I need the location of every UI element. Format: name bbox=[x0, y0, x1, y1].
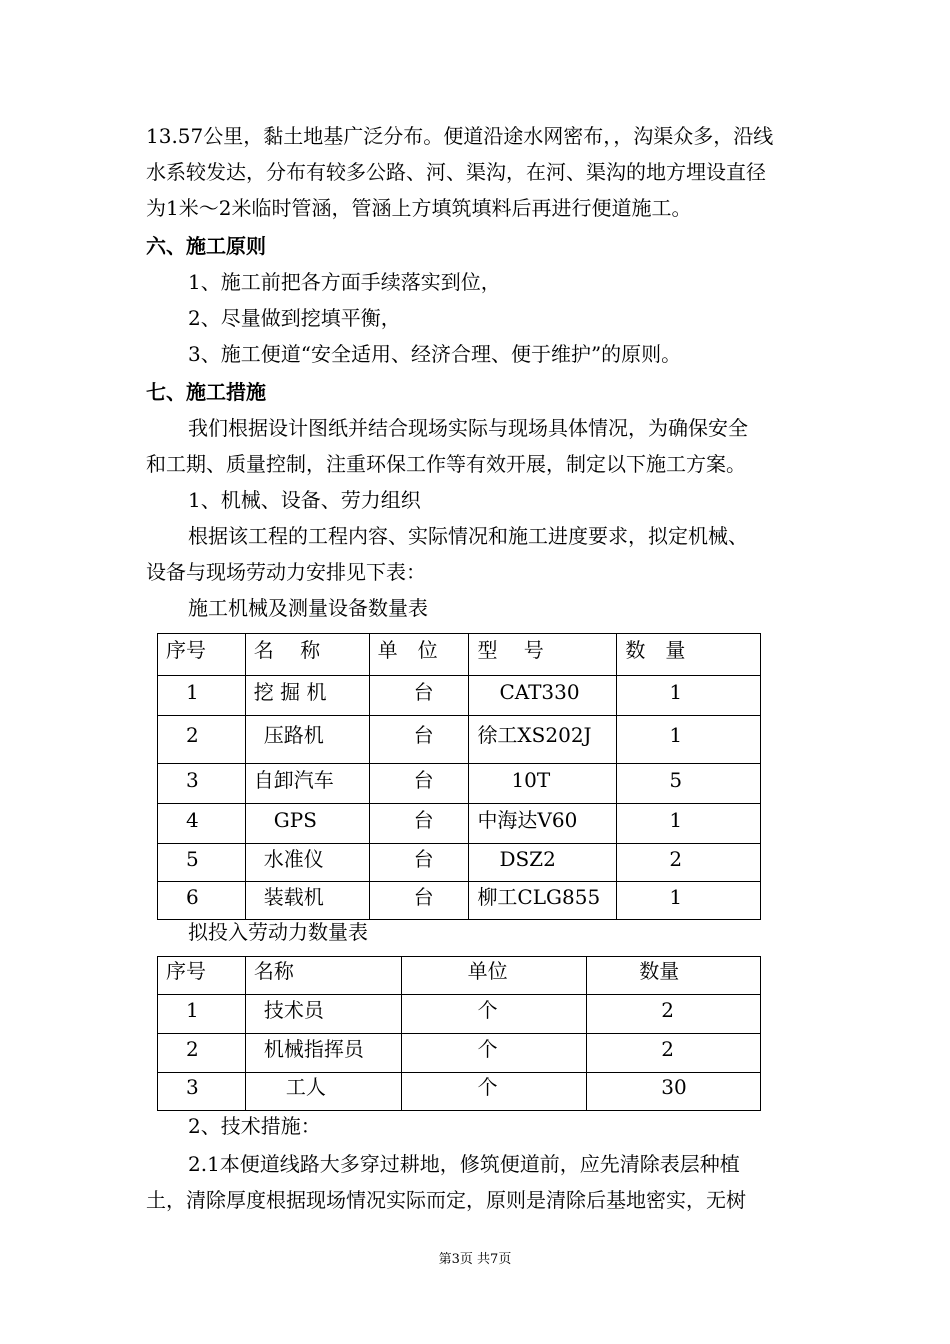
cell-index: 1 bbox=[158, 676, 246, 716]
paragraph-line: 13.57公里，黏土地基广泛分布。便道沿途水网密布，，沟渠众多，沿线 bbox=[146, 124, 774, 148]
paragraph-line: 水系较发达，分布有较多公路、河、渠沟，在河、渠沟的地方埋设直径 bbox=[146, 160, 766, 184]
header-name: 名 称 bbox=[245, 634, 369, 676]
cell-model: 10T bbox=[469, 764, 617, 804]
cell-unit: 台 bbox=[369, 764, 469, 804]
principle-item-3: 3、施工便道“安全适用、经济合理、便于维护”的原则。 bbox=[188, 342, 682, 366]
cell-name: 水准仪 bbox=[245, 844, 369, 882]
cell-index: 2 bbox=[158, 1034, 246, 1073]
paragraph-line: 土，清除厚度根据现场情况实际而定，原则是清除后基地密实，无树 bbox=[146, 1188, 746, 1212]
cell-name: GPS bbox=[245, 804, 369, 844]
header-name: 名称 bbox=[245, 957, 401, 995]
header-index: 序号 bbox=[158, 957, 246, 995]
cell-unit: 台 bbox=[369, 844, 469, 882]
labor-table bbox=[157, 956, 761, 1111]
cell-unit: 台 bbox=[369, 716, 469, 764]
cell-model: 柳工CLG855 bbox=[469, 882, 617, 920]
cell-name: 机械指挥员 bbox=[245, 1034, 401, 1073]
cell-quantity: 30 bbox=[587, 1073, 761, 1111]
header-index: 序号 bbox=[158, 634, 246, 676]
cell-unit: 个 bbox=[401, 1073, 587, 1111]
table-row bbox=[158, 844, 761, 882]
cell-quantity: 1 bbox=[617, 676, 761, 716]
cell-index: 3 bbox=[158, 1073, 246, 1111]
paragraph-line: 设备与现场劳动力安排见下表： bbox=[146, 560, 426, 584]
cell-name: 自卸汽车 bbox=[245, 764, 369, 804]
cell-name: 技术员 bbox=[245, 995, 401, 1034]
paragraph-line: 我们根据设计图纸并结合现场实际与现场具体情况，为确保安全 bbox=[188, 416, 748, 440]
labor-table-title: 拟投入劳动力数量表 bbox=[188, 920, 368, 944]
header-quantity: 数 量 bbox=[617, 634, 761, 676]
cell-name: 工人 bbox=[245, 1073, 401, 1111]
section-heading-6: 六、施工原则 bbox=[146, 234, 266, 258]
page-footer: 第3页 共7页 bbox=[438, 1252, 512, 1267]
paragraph-line: 和工期、质量控制，注重环保工作等有效开展，制定以下施工方案。 bbox=[146, 452, 746, 476]
section-heading-7: 七、施工措施 bbox=[146, 380, 266, 404]
cell-name: 压路机 bbox=[245, 716, 369, 764]
paragraph-line: 为1米～2米临时管涵，管涵上方填筑填料后再进行便道施工。 bbox=[146, 196, 692, 220]
paragraph-line: 2.1本便道线路大多穿过耕地，修筑便道前，应先清除表层种植 bbox=[188, 1152, 740, 1176]
cell-unit: 个 bbox=[401, 995, 587, 1034]
cell-model: 中海达V60 bbox=[469, 804, 617, 844]
cell-unit: 台 bbox=[369, 882, 469, 920]
machine-table-title: 施工机械及测量设备数量表 bbox=[188, 596, 428, 620]
cell-name: 挖 掘 机 bbox=[245, 676, 369, 716]
cell-index: 6 bbox=[158, 882, 246, 920]
principle-item-1: 1、施工前把各方面手续落实到位， bbox=[188, 270, 501, 294]
subsection-heading-2: 2、技术措施： bbox=[188, 1114, 321, 1138]
table-row bbox=[158, 804, 761, 844]
header-unit: 单位 bbox=[401, 957, 587, 995]
cell-unit: 台 bbox=[369, 804, 469, 844]
subsection-heading-1: 1、机械、设备、劳力组织 bbox=[188, 488, 421, 512]
table-row bbox=[158, 995, 761, 1034]
cell-quantity: 2 bbox=[617, 844, 761, 882]
table-row bbox=[158, 764, 761, 804]
cell-index: 1 bbox=[158, 995, 246, 1034]
cell-quantity: 1 bbox=[617, 716, 761, 764]
cell-quantity: 1 bbox=[617, 882, 761, 920]
table-row bbox=[158, 676, 761, 716]
table-header-row bbox=[158, 634, 761, 676]
header-quantity: 数量 bbox=[587, 957, 761, 995]
cell-index: 2 bbox=[158, 716, 246, 764]
header-model: 型 号 bbox=[469, 634, 617, 676]
cell-unit: 个 bbox=[401, 1034, 587, 1073]
cell-index: 4 bbox=[158, 804, 246, 844]
cell-name: 装载机 bbox=[245, 882, 369, 920]
paragraph-line: 根据该工程的工程内容、实际情况和施工进度要求，拟定机械、 bbox=[188, 524, 748, 548]
table-row bbox=[158, 716, 761, 764]
principle-item-2: 2、尽量做到挖填平衡， bbox=[188, 306, 401, 330]
cell-model: CAT330 bbox=[469, 676, 617, 716]
table-row bbox=[158, 1034, 761, 1073]
machine-table bbox=[157, 633, 761, 920]
cell-index: 5 bbox=[158, 844, 246, 882]
cell-index: 3 bbox=[158, 764, 246, 804]
cell-model: 徐工XS202J bbox=[469, 716, 617, 764]
header-unit: 单 位 bbox=[369, 634, 469, 676]
table-header-row bbox=[158, 957, 761, 995]
cell-unit: 台 bbox=[369, 676, 469, 716]
cell-quantity: 2 bbox=[587, 1034, 761, 1073]
cell-model: DSZ2 bbox=[469, 844, 617, 882]
cell-quantity: 2 bbox=[587, 995, 761, 1034]
table-row bbox=[158, 1073, 761, 1111]
cell-quantity: 1 bbox=[617, 804, 761, 844]
cell-quantity: 5 bbox=[617, 764, 761, 804]
